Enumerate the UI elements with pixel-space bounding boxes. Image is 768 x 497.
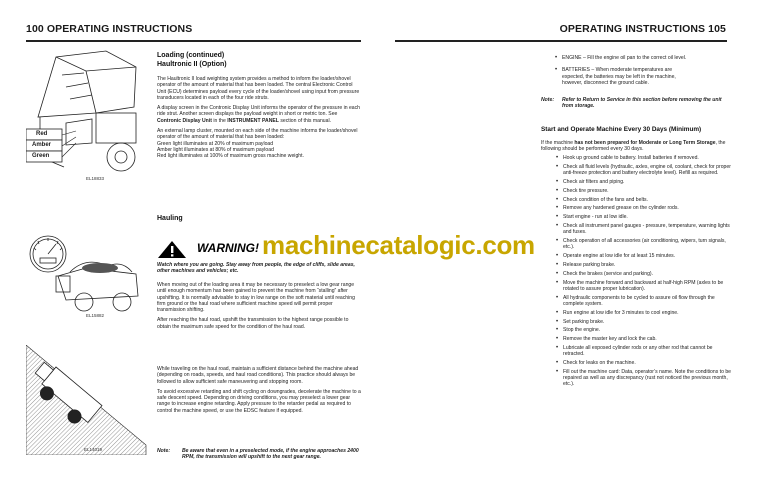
p2-text-a: A display screen in the Contronic Display Unit informs the operator of the pressure in each ride strut. Another screen displays the payload weight in short or metric ton. See [157, 105, 361, 118]
loading-paragraph-1: The Haultronic II load weighting system provides a method to inform the loader/shovel operator of the amount of material that has been loaded. The central Electronic Control Unit (ECU) determines payload every cycle of the loader/shovel using input from pressure transducers located in each of the four ride struts. [157, 76, 360, 101]
p3-text: An external lamp cluster, mounted on each side of the machine informs the loader/shovel operator of the amount of material that has been loaded: [157, 128, 358, 141]
bullet-dot-icon: • [556, 344, 559, 351]
loading-truck-illustration [26, 47, 146, 187]
checklist-item [541, 295, 731, 308]
checklist-text: Check tire pressure. [563, 187, 609, 194]
hauling-note-label: Note: [157, 448, 171, 454]
bullet-dot-icon: • [556, 222, 559, 229]
checklist-item [541, 280, 731, 293]
bullet-dot-icon: • [556, 336, 559, 343]
hauling-paragraph-1: When moving out of the loading area it may be necessary to preselect a low gear range until enough momentum has been gained to prevent the machine from “stalling” after upshifting. It is normally advisable to stay in low range on the soft material until reaching firm ground or the haul road where sufficient machine speed will permit proper transmission shifting. [157, 282, 355, 314]
hauling-paragraph-3: While traveling on the haul road, maintain a sufficient distance behind the machine ahead (depending on roads, speeds, and haul road conditions). This practice should always be followed to allow sufficient safe maneuvering and stopping room. [157, 366, 359, 385]
loading-heading: Loading (continued) [157, 52, 225, 59]
checklist-item [541, 360, 731, 366]
checklist-text: Fill out the machine card: Data, operator’s name. Note the conditions to be repaired as well as any discrepancy (rust not noticed the previous month, etc.). [563, 368, 731, 388]
storage-note-text: Refer to Return to Service in this section before removing the unit from storage. [562, 97, 722, 110]
checklist-item [541, 327, 731, 333]
batteries-line-3: however, disconnect the ground cable. [562, 79, 649, 86]
downhill-truck-illustration [26, 345, 151, 455]
storage-note-label: Note: [541, 97, 555, 103]
checklist-text: Remove the master key and lock the cab. [563, 336, 657, 343]
checklist-text: Start engine - run at low idle. [563, 214, 628, 221]
bullet-dot-icon: • [556, 279, 559, 286]
p2-text-e: section of this manual. [278, 117, 332, 124]
bullet-dot-icon: • [556, 163, 559, 170]
warning-text: Watch where you are going. Stay away from people, the edge of cliffs, slide areas, other machines and vehicles; etc. [157, 262, 355, 275]
checklist-item [541, 188, 731, 194]
checklist-text: Set parking brake. [563, 318, 605, 325]
checklist-item [541, 197, 731, 203]
right-page-header: OPERATING INSTRUCTIONS 105 [559, 23, 726, 35]
bullet-dot-icon: • [556, 205, 559, 212]
checklist-item [541, 205, 731, 211]
checklist-item [541, 179, 731, 185]
hauling-body-1 [157, 282, 361, 334]
hauling-note-text: Be aware that even in a preselected mode, if the engine approaches 2400 RPM, the transmission will upshift to the next gear range. [182, 448, 359, 461]
checklist-text: Check all instrument panel gauges - pressure, temperature, warning lights and fuses. [563, 222, 730, 236]
watermark-text: machinecatalogic.com [262, 230, 535, 260]
bullet-dot-icon: • [556, 238, 559, 245]
left-header-rule [26, 40, 361, 42]
checklist-item [541, 345, 731, 358]
checklist-item [541, 155, 731, 161]
bullet-dot-icon: • [556, 253, 559, 260]
light-line-amber: Amber light illuminates at 80% of maximum payload [157, 146, 274, 153]
bullet-dot-icon: • [556, 309, 559, 316]
start-operate-section [541, 126, 731, 390]
checklist-item [541, 262, 731, 268]
bullet-dot-icon: • [555, 55, 558, 61]
hauling-heading-wrap [157, 215, 361, 224]
checklist-item [541, 319, 731, 325]
checklist-text: Check operation of all accessories (air conditioning, wipers, turn signals, etc.). [563, 238, 726, 251]
bullet-dot-icon: • [555, 67, 558, 74]
left-page-header: 100 OPERATING INSTRUCTIONS [26, 23, 193, 35]
contronic-display-unit-ref: Contronic Display Unit [157, 117, 212, 124]
checklist-text: Hook up ground cable to battery. Install batteries if removed. [563, 155, 699, 162]
lamp-label-green: Green [32, 153, 50, 159]
bullet-dot-icon: • [556, 214, 559, 221]
intro-text-b: has not been prepared for Moderate or Long Term Storage [574, 139, 716, 146]
p2-text-c: in the [211, 117, 228, 124]
checklist-text: Check for leaks on the machine. [563, 360, 636, 367]
checklist-item [541, 238, 731, 251]
checklist-item [541, 271, 731, 277]
checklist-item [541, 369, 731, 388]
hauling-paragraph-4: To avoid excessive retarding and shift cycling on downgrades, decelerate the machine to a safe descent speed. Depending on driving conditions, you may preselect a lower gear range to increase engine retarding. Apply pressure to the retarder pedal as required to control the machine speed, or use the EDSC feature if equipped. [157, 388, 361, 414]
light-line-green: Green light illuminates at 20% of maximum payload [157, 140, 274, 147]
checklist-item [541, 223, 731, 236]
maintenance-checklist [541, 155, 731, 388]
engine-text: ENGINE – Fill the engine oil pan to the correct oil level. [562, 55, 687, 61]
checklist-text: Check all fluid levels (hydraulic, axles, engine oil, coolant, check for proper anti-freeze protection and battery electrolyte level). Refill as required. [563, 163, 731, 177]
figure-label-el14019: EL14019 [84, 447, 103, 452]
loading-paragraph-2 [157, 105, 361, 124]
hauling-heading: Hauling [157, 215, 183, 222]
checklist-text: Check the brakes (service and parking). [563, 270, 654, 277]
bullet-dot-icon: • [556, 360, 559, 367]
intro-text-a: If the machine [541, 139, 575, 146]
speedometer-truck-illustration [26, 228, 151, 318]
haultronic-heading: Haultronic II (Option) [157, 60, 227, 68]
figure-label-el18833: EL18833 [86, 176, 105, 181]
batteries-line-2: expected, the batteries may be left in the machine, [562, 73, 676, 80]
bullet-dot-icon: • [556, 178, 559, 185]
hauling-body-2 [157, 366, 361, 418]
bullet-dot-icon: • [556, 261, 559, 268]
bullet-dot-icon: • [556, 270, 559, 277]
checklist-text: Operate engine at low idle for at least 15 minutes. [563, 253, 676, 260]
light-line-red: Red light illuminates at 100% of maximum gross machine weight. [157, 153, 304, 160]
warning-title: WARNING! [197, 241, 259, 255]
hauling-note [157, 448, 361, 461]
figure-label-el15882: EL15882 [86, 313, 105, 318]
batteries-line-1: BATTERIES – When moderate temperatures are [562, 67, 673, 74]
checklist-item [541, 253, 731, 259]
checklist-text: Move the machine forward and backward at half-high RPM (axles to be rotated to assure proper lubrication). [563, 279, 724, 292]
warning-triangle-icon [157, 240, 187, 259]
checklist-text: Check air filters and piping. [563, 178, 625, 185]
checklist-text: Run engine at low idle for 3 minutes to cool engine. [563, 309, 679, 316]
start-operate-heading: Start and Operate Machine Every 30 Days (Minimum) [541, 126, 702, 133]
checklist-text: Check condition of the fans and belts. [563, 196, 648, 203]
checklist-text: All hydraulic components to be cycled to assure oil flow through the complete system. [563, 294, 715, 307]
checklist-text: Release parking brake. [563, 261, 616, 268]
lamp-label-red: Red [36, 131, 48, 137]
checklist-item [541, 310, 731, 316]
bullet-batteries [540, 67, 730, 86]
intro-text-c: , the following should be performed every 30 days. [541, 139, 726, 152]
bullet-dot-icon: • [556, 368, 559, 375]
loading-section [157, 52, 361, 160]
instrument-panel-ref: INSTRUMENT PANEL [227, 117, 279, 124]
start-operate-intro [541, 140, 731, 153]
bullet-engine [540, 55, 730, 61]
checklist-item [541, 336, 731, 342]
checklist-item [541, 164, 731, 177]
checklist-text: Lubricate all exposed cylinder rods or any other rod that cannot be retracted. [563, 344, 713, 358]
bullet-dot-icon: • [556, 318, 559, 325]
hauling-paragraph-2: After reaching the haul road, upshift the transmission to the highest range possible to obtain the maximum safe speed for the condition of the haul road. [157, 317, 349, 330]
right-top-bullets [540, 55, 730, 86]
checklist-text: Remove any hardened grease on the cylinder rods. [563, 205, 679, 212]
bullet-dot-icon: • [556, 327, 559, 334]
storage-note [517, 97, 730, 110]
bullet-dot-icon: • [556, 187, 559, 194]
checklist-text: Stop the engine. [563, 327, 601, 334]
right-header-rule [395, 40, 727, 42]
bullet-dot-icon: • [556, 294, 559, 301]
bullet-dot-icon: • [556, 155, 559, 162]
lamp-label-amber: Amber [32, 142, 52, 148]
checklist-item [541, 214, 731, 220]
loading-paragraph-3 [157, 128, 361, 141]
bullet-dot-icon: • [556, 196, 559, 203]
